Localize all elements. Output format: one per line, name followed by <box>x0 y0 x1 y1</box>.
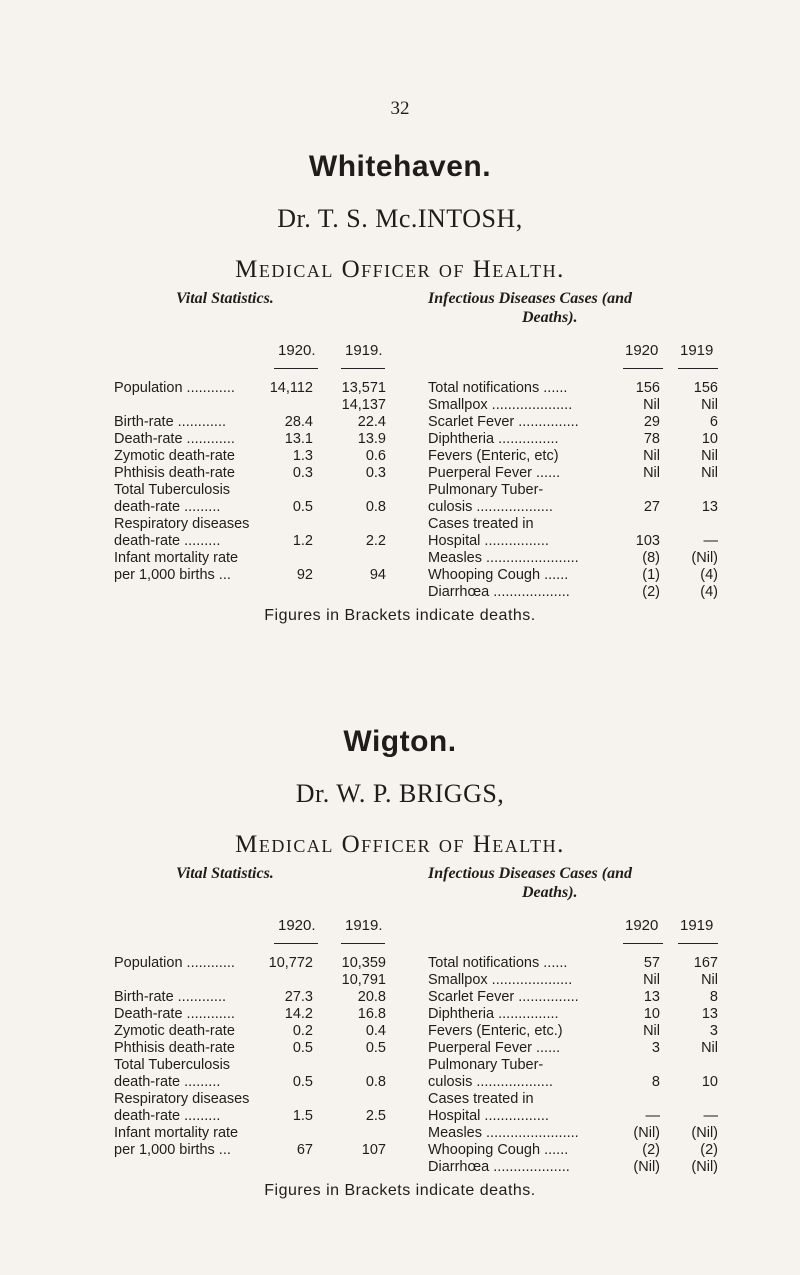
vital-value-1920: 0.5 <box>292 1040 313 1056</box>
infectious-value-1920: (8) <box>642 550 660 566</box>
vital-value-1920: 13.1 <box>284 431 313 447</box>
footnote-brackets-indicate-deaths: Figures in Brackets indicate deaths. <box>264 607 536 624</box>
vital-value-1920: 28.4 <box>284 414 313 430</box>
vital-value-1920: 14,112 <box>269 380 313 396</box>
town-heading: Wigton. <box>343 725 457 758</box>
infectious-row-label: Diarrhœa ................... <box>428 584 570 600</box>
year-underline <box>678 368 718 369</box>
vital-year-header: 1919. <box>345 917 383 934</box>
infectious-value-1920: 3 <box>651 1040 660 1056</box>
infectious-value-1920: Nil <box>643 448 660 464</box>
infectious-value-1919: (Nil) <box>691 550 718 566</box>
infectious-value-1920: Nil <box>643 1023 660 1039</box>
vital-value-1920: 0.2 <box>292 1023 313 1039</box>
infectious-value-1919: 167 <box>693 955 718 971</box>
infectious-row-label: Whooping Cough ...... <box>428 567 569 583</box>
infectious-row-label: Scarlet Fever ............... <box>428 989 579 1005</box>
vital-row-label: per 1,000 births ... <box>114 567 231 583</box>
vital-value-1919: 2.2 <box>365 533 386 549</box>
footnote-brackets-indicate-deaths: Figures in Brackets indicate deaths. <box>264 1182 536 1199</box>
year-underline <box>341 368 385 369</box>
infectious-value-1920: — <box>645 1108 660 1124</box>
infectious-row-label: Hospital ................ <box>428 533 549 549</box>
infectious-value-1919: Nil <box>701 448 718 464</box>
year-underline <box>623 368 663 369</box>
infectious-value-1920: (Nil) <box>633 1125 660 1141</box>
vital-statistics-heading: Vital Statistics. <box>176 290 274 307</box>
vital-row-label: death-rate ......... <box>114 1074 221 1090</box>
vital-value-1919: 107 <box>361 1142 386 1158</box>
infectious-row-label: Total notifications ...... <box>428 380 568 396</box>
medical-officer-name: Dr. T. S. Mc.INTOSH, <box>277 204 523 233</box>
infectious-value-1919: (Nil) <box>691 1159 718 1175</box>
infectious-row-label: Fevers (Enteric, etc) <box>428 448 559 464</box>
vital-row-label: Infant mortality rate <box>114 550 239 566</box>
infectious-value-1920: (1) <box>642 567 660 583</box>
infectious-value-1919: 10 <box>701 431 718 447</box>
vital-row-label: Death-rate ............ <box>114 431 235 447</box>
vital-value-1919: 0.8 <box>365 499 386 515</box>
infectious-value-1920: (2) <box>642 584 660 600</box>
infectious-row-label: Measles ....................... <box>428 550 579 566</box>
year-underline <box>678 943 718 944</box>
vital-value-1920: 67 <box>296 1142 313 1158</box>
vital-value-1919: 94 <box>369 567 386 583</box>
infectious-row-label: Hospital ................ <box>428 1108 549 1124</box>
vital-value-1920: 0.5 <box>292 499 313 515</box>
infectious-diseases-heading: Infectious Diseases Cases (and <box>428 865 633 882</box>
infectious-value-1919: Nil <box>701 1040 718 1056</box>
vital-row-label: Phthisis death-rate <box>114 1040 235 1056</box>
vital-row-label: Total Tuberculosis <box>114 1057 231 1073</box>
infectious-row-label: Cases treated in <box>428 516 534 532</box>
vital-value-1920: 27.3 <box>284 989 313 1005</box>
infectious-value-1920: 29 <box>643 414 660 430</box>
vital-value-1919: 0.4 <box>365 1023 386 1039</box>
infectious-row-label: culosis ................... <box>428 1074 553 1090</box>
infectious-row-label: Whooping Cough ...... <box>428 1142 569 1158</box>
vital-value-1920: 1.5 <box>292 1108 313 1124</box>
office-title: Medical Officer of Health. <box>235 256 565 283</box>
vital-value-1919: 0.3 <box>365 465 386 481</box>
office-title: Medical Officer of Health. <box>235 831 565 858</box>
infectious-value-1919: (4) <box>700 567 718 583</box>
infectious-row-label: Pulmonary Tuber- <box>428 482 544 498</box>
infectious-value-1919: Nil <box>701 972 718 988</box>
infectious-row-label: Scarlet Fever ............... <box>428 414 579 430</box>
infectious-value-1919: 13 <box>701 1006 718 1022</box>
vital-value-1920: 10,772 <box>268 955 313 971</box>
vital-value-1919: 13,571 <box>341 380 386 396</box>
vital-row-label: Respiratory diseases <box>114 1091 250 1107</box>
infectious-value-1919: Nil <box>701 397 718 413</box>
infectious-row-label: Puerperal Fever ...... <box>428 465 561 481</box>
infectious-row-label: Total notifications ...... <box>428 955 568 971</box>
vital-value-1919: 10,791 <box>341 972 386 988</box>
infectious-row-label: culosis ................... <box>428 499 553 515</box>
vital-year-header: 1920. <box>278 917 316 934</box>
vital-row-label: Zymotic death-rate <box>114 1023 235 1039</box>
infectious-value-1919: 156 <box>693 380 718 396</box>
infectious-row-label: Smallpox .................... <box>428 972 573 988</box>
vital-value-1919: 20.8 <box>357 989 386 1005</box>
infectious-value-1920: 8 <box>651 1074 660 1090</box>
infectious-value-1920: Nil <box>643 465 660 481</box>
infectious-value-1919: (4) <box>700 584 718 600</box>
vital-value-1919: 16.8 <box>357 1006 386 1022</box>
infectious-value-1919: — <box>703 1108 718 1124</box>
vital-value-1920: 14.2 <box>284 1006 313 1022</box>
infectious-value-1920: Nil <box>643 397 660 413</box>
infectious-value-1919: 8 <box>709 989 718 1005</box>
vital-row-label: Phthisis death-rate <box>114 465 235 481</box>
vital-row-label: Birth-rate ............ <box>114 989 226 1005</box>
vital-row-label: Infant mortality rate <box>114 1125 239 1141</box>
infectious-value-1919: Nil <box>701 465 718 481</box>
vital-row-label: Respiratory diseases <box>114 516 250 532</box>
infectious-value-1920: 103 <box>635 533 660 549</box>
vital-value-1919: 13.9 <box>357 431 386 447</box>
infectious-diseases-heading-cont: Deaths). <box>522 884 578 901</box>
infectious-year-header: 1919 <box>680 342 714 359</box>
infectious-value-1919: 10 <box>701 1074 718 1090</box>
town-heading: Whitehaven. <box>308 150 492 183</box>
infectious-row-label: Fevers (Enteric, etc.) <box>428 1023 563 1039</box>
vital-row-label: Birth-rate ............ <box>114 414 226 430</box>
vital-value-1920: 92 <box>296 567 313 583</box>
infectious-row-label: Diphtheria ............... <box>428 1006 559 1022</box>
vital-row-label: Death-rate ............ <box>114 1006 235 1022</box>
vital-value-1920: 1.2 <box>292 533 313 549</box>
vital-value-1919: 0.5 <box>365 1040 386 1056</box>
infectious-row-label: Puerperal Fever ...... <box>428 1040 561 1056</box>
infectious-row-label: Measles ....................... <box>428 1125 579 1141</box>
vital-row-label: Zymotic death-rate <box>114 448 235 464</box>
infectious-row-label: Cases treated in <box>428 1091 534 1107</box>
infectious-year-header: 1920 <box>625 342 659 359</box>
vital-value-1919: 2.5 <box>365 1108 386 1124</box>
infectious-year-header: 1920 <box>625 917 659 934</box>
vital-row-label: death-rate ......... <box>114 499 221 515</box>
report-section <box>0 725 800 1265</box>
infectious-value-1920: Nil <box>643 972 660 988</box>
vital-statistics-heading: Vital Statistics. <box>176 865 274 882</box>
year-underline <box>623 943 663 944</box>
infectious-value-1919: — <box>703 533 718 549</box>
infectious-value-1919: 13 <box>701 499 718 515</box>
infectious-row-label: Pulmonary Tuber- <box>428 1057 544 1073</box>
vital-year-header: 1919. <box>345 342 383 359</box>
infectious-value-1920: 156 <box>635 380 660 396</box>
vital-value-1920: 1.3 <box>292 448 313 464</box>
infectious-value-1919: 3 <box>709 1023 718 1039</box>
vital-value-1919: 10,359 <box>341 955 386 971</box>
infectious-row-label: Smallpox .................... <box>428 397 573 413</box>
infectious-value-1919: 6 <box>709 414 718 430</box>
vital-row-label: death-rate ......... <box>114 1108 221 1124</box>
vital-value-1919: 0.8 <box>365 1074 386 1090</box>
infectious-value-1920: (Nil) <box>633 1159 660 1175</box>
infectious-value-1920: 10 <box>643 1006 660 1022</box>
infectious-row-label: Diarrhœa ................... <box>428 1159 570 1175</box>
vital-value-1919: 22.4 <box>357 414 386 430</box>
infectious-value-1920: (2) <box>642 1142 660 1158</box>
vital-row-label: death-rate ......... <box>114 533 221 549</box>
infectious-value-1919: (Nil) <box>691 1125 718 1141</box>
infectious-value-1919: (2) <box>700 1142 718 1158</box>
medical-officer-name: Dr. W. P. BRIGGS, <box>295 779 505 808</box>
report-section <box>0 150 800 690</box>
vital-value-1920: 0.5 <box>292 1074 313 1090</box>
vital-value-1919: 14,137 <box>341 397 386 413</box>
year-underline <box>341 943 385 944</box>
infectious-year-header: 1919 <box>680 917 714 934</box>
infectious-row-label: Diphtheria ............... <box>428 431 559 447</box>
infectious-value-1920: 57 <box>643 955 660 971</box>
vital-row-label: Total Tuberculosis <box>114 482 231 498</box>
infectious-value-1920: 78 <box>643 431 660 447</box>
infectious-value-1920: 27 <box>643 499 660 515</box>
page-number: 32 <box>390 98 410 119</box>
vital-value-1920: 0.3 <box>292 465 313 481</box>
infectious-diseases-heading: Infectious Diseases Cases (and <box>428 290 633 307</box>
vital-row-label: Population ............ <box>114 955 235 971</box>
vital-row-label: Population ............ <box>114 380 235 396</box>
infectious-diseases-heading-cont: Deaths). <box>522 309 578 326</box>
year-underline <box>274 368 318 369</box>
vital-year-header: 1920. <box>278 342 316 359</box>
infectious-value-1920: 13 <box>643 989 660 1005</box>
year-underline <box>274 943 318 944</box>
vital-value-1919: 0.6 <box>365 448 386 464</box>
vital-row-label: per 1,000 births ... <box>114 1142 231 1158</box>
